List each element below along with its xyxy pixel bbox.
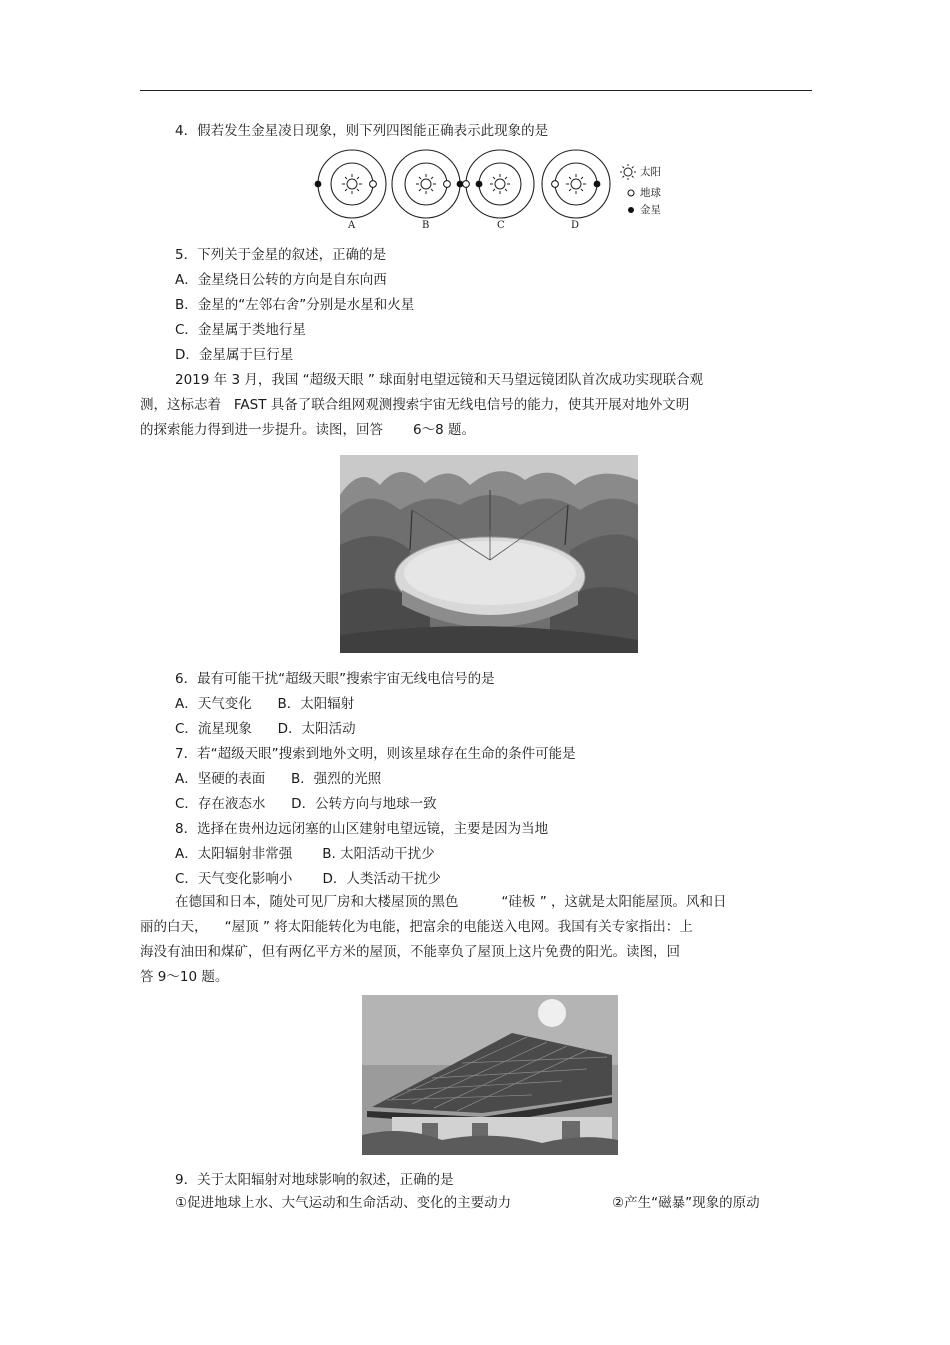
passage1-line1: 2019 年 3 月，我国 “超级天眼 ” 球面射电望远镜和天马望远镜团队首次成功实现联合观	[175, 372, 704, 388]
q9-option-1: ①促进地球上水、大气运动和生命活动、变化的主要动力	[175, 1195, 512, 1211]
q6-stem: 6．最有可能干扰“超级天眼”搜索宇宙无线电信号的是	[175, 671, 495, 687]
legend-venus-label: 金星	[640, 204, 661, 216]
q7-options-cd: C．存在液态水 D．公转方向与地球一致	[175, 796, 437, 812]
label-a: A	[348, 220, 356, 231]
venus-transit-figure	[300, 148, 680, 236]
q8-options-cd: C．天气变化影响小 D．人类活动干扰少	[175, 871, 441, 887]
label-d: D	[571, 220, 580, 231]
q8-options-ab: A．太阳辐射非常强 B. 太阳活动干扰少	[175, 846, 435, 862]
q6-options-cd: C．流星现象 D．太阳活动	[175, 721, 356, 737]
passage1-line2: 测，这标志着 FAST 具备了联合组网观测搜索宇宙无线电信号的能力，使其开展对地外文明	[140, 397, 690, 413]
q6-options-ab: A．天气变化 B．太阳辐射	[175, 696, 355, 712]
q7-options-ab: A．坚硬的表面 B．强烈的光照	[175, 771, 382, 787]
q9-stem: 9．关于太阳辐射对地球影响的叙述，正确的是	[175, 1172, 454, 1188]
q9-option-2: ②产生“磁暴”现象的原动	[612, 1195, 760, 1211]
passage2-line3: 海没有油田和煤矿，但有两亿平方米的屋顶，不能辜负了屋顶上这片免费的阳光。读图，回	[140, 944, 680, 960]
q5-option-a: A．金星绕日公转的方向是自东向西	[175, 272, 387, 288]
q4-stem: 4．假若发生金星凌日现象，则下列四图能正确表示此现象的是	[175, 123, 549, 139]
header-rule	[140, 90, 812, 91]
q5-option-c: C．金星属于类地行星	[175, 322, 306, 338]
q5-stem: 5．下列关于金星的叙述，正确的是	[175, 247, 387, 263]
fast-telescope-photo	[340, 455, 638, 653]
q5-option-d: D．金星属于巨行星	[175, 347, 294, 363]
label-c: C	[497, 220, 505, 231]
legend-sun-label: 太阳	[640, 166, 661, 178]
passage1-line3: 的探索能力得到进一步提升。读图，回答 6～8 题。	[140, 422, 476, 438]
passage2-line2: 丽的白天， “屋顶 ” 将太阳能转化为电能，把富余的电能送入电网。我国有关专家指出：上	[140, 919, 693, 935]
q7-stem: 7．若“超级天眼”搜索到地外文明，则该星球存在生命的条件可能是	[175, 746, 576, 762]
solar-roof-photo	[362, 995, 618, 1155]
label-b: B	[422, 220, 430, 231]
q8-stem: 8．选择在贵州边远闭塞的山区建射电望远镜，主要是因为当地	[175, 821, 549, 837]
passage2-line1: 在德国和日本，随处可见厂房和大楼屋顶的黑色 “硅板 ” ，这就是太阳能屋顶。风和日	[175, 894, 727, 910]
q5-option-b: B．金星的“左邻右舍”分别是水星和火星	[175, 297, 415, 313]
legend-earth-label: 地球	[640, 187, 661, 199]
passage2-line4: 答 9～10 题。	[140, 969, 229, 985]
